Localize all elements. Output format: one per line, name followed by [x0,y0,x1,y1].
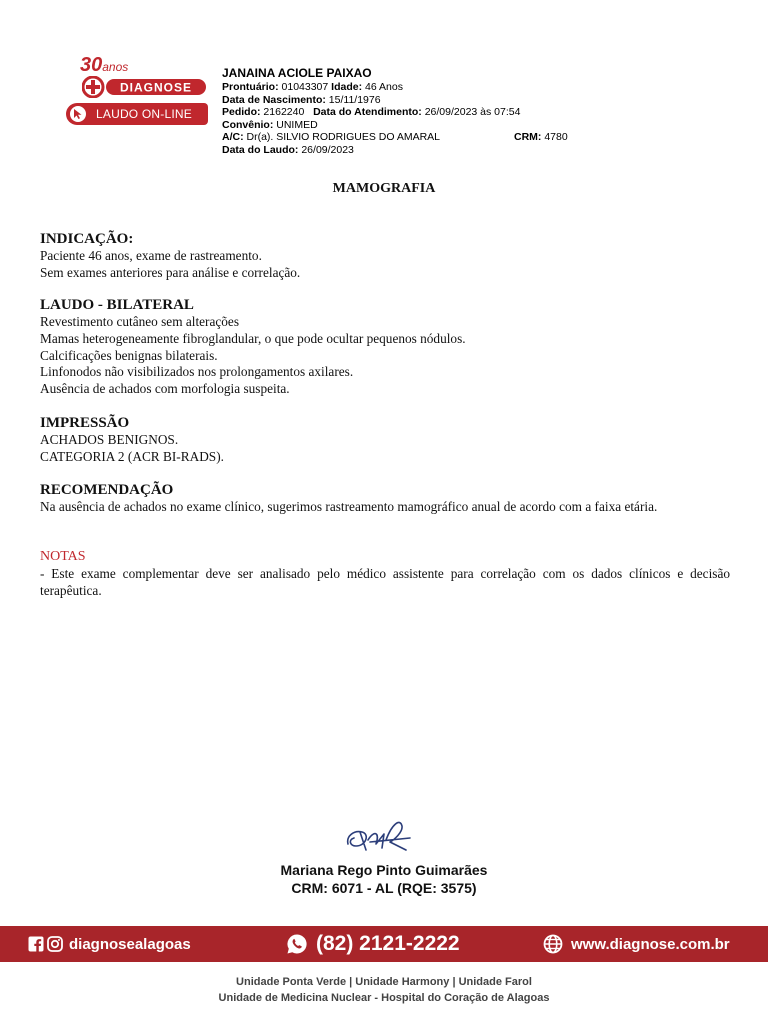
phone-contact[interactable] [286,926,460,962]
findings-line: Calcificações benignas bilaterais. [40,347,218,363]
recommendation-text: Na ausência de achados no exame clínico, sugerimos rastreamento mamográfico anual de acordo com a faixa etária. [40,499,658,514]
whatsapp-icon [286,933,308,955]
units-line-1: Unidade Ponta Verde | Unidade Harmony | Unidade Farol [236,976,532,988]
website-contact[interactable] [543,926,730,962]
units-line-2: Unidade de Medicina Nuclear - Hospital do Coração de Alagoas [218,992,550,1004]
diagnose-logo [62,54,212,126]
indication-line: Sem exames anteriores para análise e correlação. [40,264,301,280]
signer-name: Mariana Rego Pinto Guimarães [280,862,488,878]
phone-number: (82) 2121-2222 [316,932,460,955]
findings-heading: LAUDO - BILATERAL [40,297,194,313]
prontuario-row: Prontuário: 01043307 Idade: 46 Anos [222,81,403,93]
findings-line: Ausência de achados com morfologia suspeita. [40,381,290,397]
globe-icon [543,934,563,954]
impression-heading: IMPRESSÃO [40,415,130,431]
notes-text: - Este exame complementar deve ser analisado pelo médico assistente para correlação com os dados clínicos e decisão terapêutica. [40,566,730,598]
social-handle: diagnosealagoas [69,935,191,953]
insurance-row: Convênio: UNIMED [222,118,318,131]
notes-heading: NOTAS [40,549,86,564]
birthdate-row: Data de Nascimento: 15/11/1976 [222,93,381,106]
requesting-crm: CRM: 4780 [514,131,568,143]
diagnose-brand-logo [82,76,208,98]
anniversary-mark: 30anos [80,54,129,76]
patient-info [222,66,568,156]
cursor-icon [70,106,86,122]
signer-crm: CRM: 6071 - AL (RQE: 3575) [291,880,477,896]
impression-section [40,414,730,466]
svg-text:DIAGNOSE: DIAGNOSE [119,80,193,95]
findings-line: Mamas heterogeneamente fibroglandular, o que pode ocultar pequenos nódulos. [40,330,466,346]
findings-line: Linfonodos não visibilizados nos prolongamentos axilares. [40,364,354,380]
impression-line: CATEGORIA 2 (ACR BI-RADS). [40,448,224,464]
report-title: MAMOGRAFIA [332,181,436,196]
recommendation-section [40,481,730,516]
recommendation-heading: RECOMENDAÇÃO [40,482,174,498]
handwritten-signature [340,810,420,858]
findings-section [40,296,730,398]
order-row: Pedido: 2162240 Data do Atendimento: 26/09/2023 às 07:54 [222,106,521,118]
patient-name: JANAINA ACIOLE PAIXAO [222,66,372,80]
instagram-icon [47,936,63,952]
indication-line: Paciente 46 anos, exame de rastreamento. [40,248,262,263]
indication-section [40,230,730,282]
report-date-row: Data do Laudo: 26/09/2023 [222,143,354,156]
impression-line: ACHADOS BENIGNOS. [40,432,179,447]
laudo-online-badge: LAUDO ON-LINE [66,103,208,125]
facebook-icon [28,936,44,952]
notes-section [40,548,730,600]
footer-contact-bar [0,926,768,962]
findings-line: Revestimento cutâneo sem alterações [40,314,240,329]
website-url: www.diagnose.com.br [571,935,730,953]
indication-heading: INDICAÇÃO: [40,231,134,247]
social-contact[interactable] [28,926,191,962]
requesting-doctor-row: A/C: Dr(a). SILVIO RODRIGUES DO AMARAL CRM: 4780 [222,131,568,143]
